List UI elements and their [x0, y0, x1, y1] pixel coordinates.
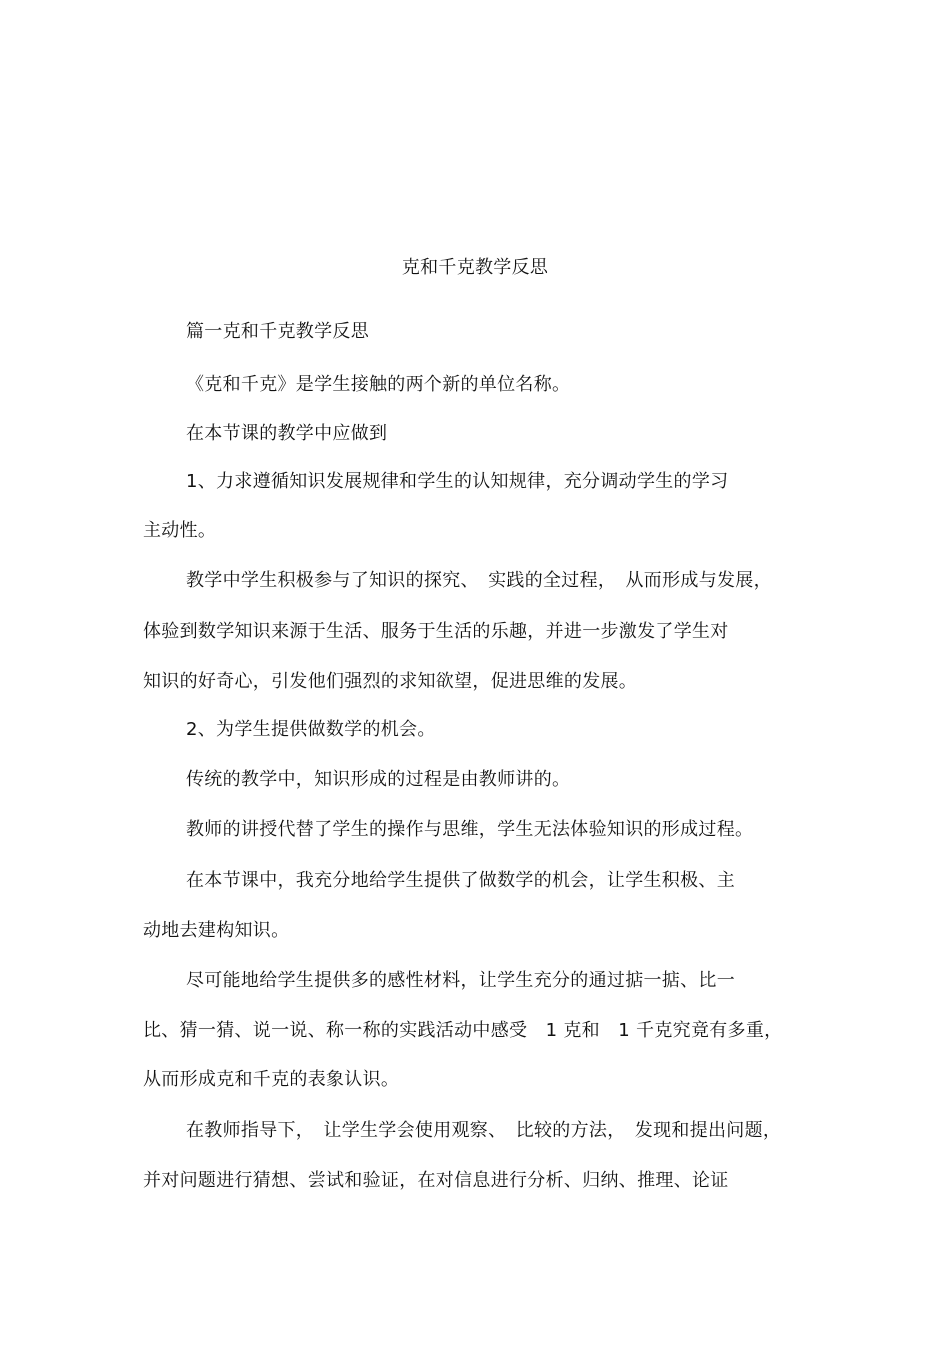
paragraph-line: 2、为学生提供做数学的机会。: [186, 719, 436, 740]
paragraph-line: 教师的讲授代替了学生的操作与思维，学生无法体验知识的形成过程。: [186, 819, 754, 840]
paragraph-line: 从而形成克和千克的表象认识。: [143, 1069, 400, 1090]
paragraph-line: 尽可能地给学生提供多的感性材料，让学生充分的通过掂一掂、比一: [186, 970, 735, 991]
paragraph-line: 动地去建构知识。: [143, 920, 290, 941]
paragraph-line: 教学中学生积极参与了知识的探究、 实践的全过程， 从而形成与发展，: [186, 570, 772, 591]
paragraph-line: 在本节课中，我充分地给学生提供了做数学的机会，让学生积极、主: [186, 870, 735, 891]
paragraph-line: 比、猜一猜、说一说、称一称的实践活动中感受 1 克和 1 千克究竟有多重，: [143, 1020, 783, 1041]
paragraph-line: 1、力求遵循知识发展规律和学生的认知规律，充分调动学生的学习: [186, 471, 729, 492]
paragraph-line: 体验到数学知识来源于生活、服务于生活的乐趣，并进一步激发了学生对: [143, 621, 729, 642]
paragraph-line: 在本节课的教学中应做到: [186, 423, 388, 444]
section-heading: 篇一克和千克教学反思: [186, 321, 369, 342]
document-title: 克和千克教学反思: [401, 257, 549, 278]
paragraph-line: 知识的好奇心，引发他们强烈的求知欲望，促进思维的发展。: [143, 671, 638, 692]
paragraph-line: 传统的教学中，知识形成的过程是由教师讲的。: [186, 769, 571, 790]
paragraph-line: 在教师指导下， 让学生学会使用观察、 比较的方法， 发现和提出问题，: [186, 1120, 782, 1141]
paragraph-line: 《克和千克》是学生接触的两个新的单位名称。: [186, 374, 571, 395]
paragraph-line: 主动性。: [143, 520, 217, 541]
paragraph-line: 并对问题进行猜想、尝试和验证，在对信息进行分析、归纳、推理、论证: [143, 1170, 729, 1191]
